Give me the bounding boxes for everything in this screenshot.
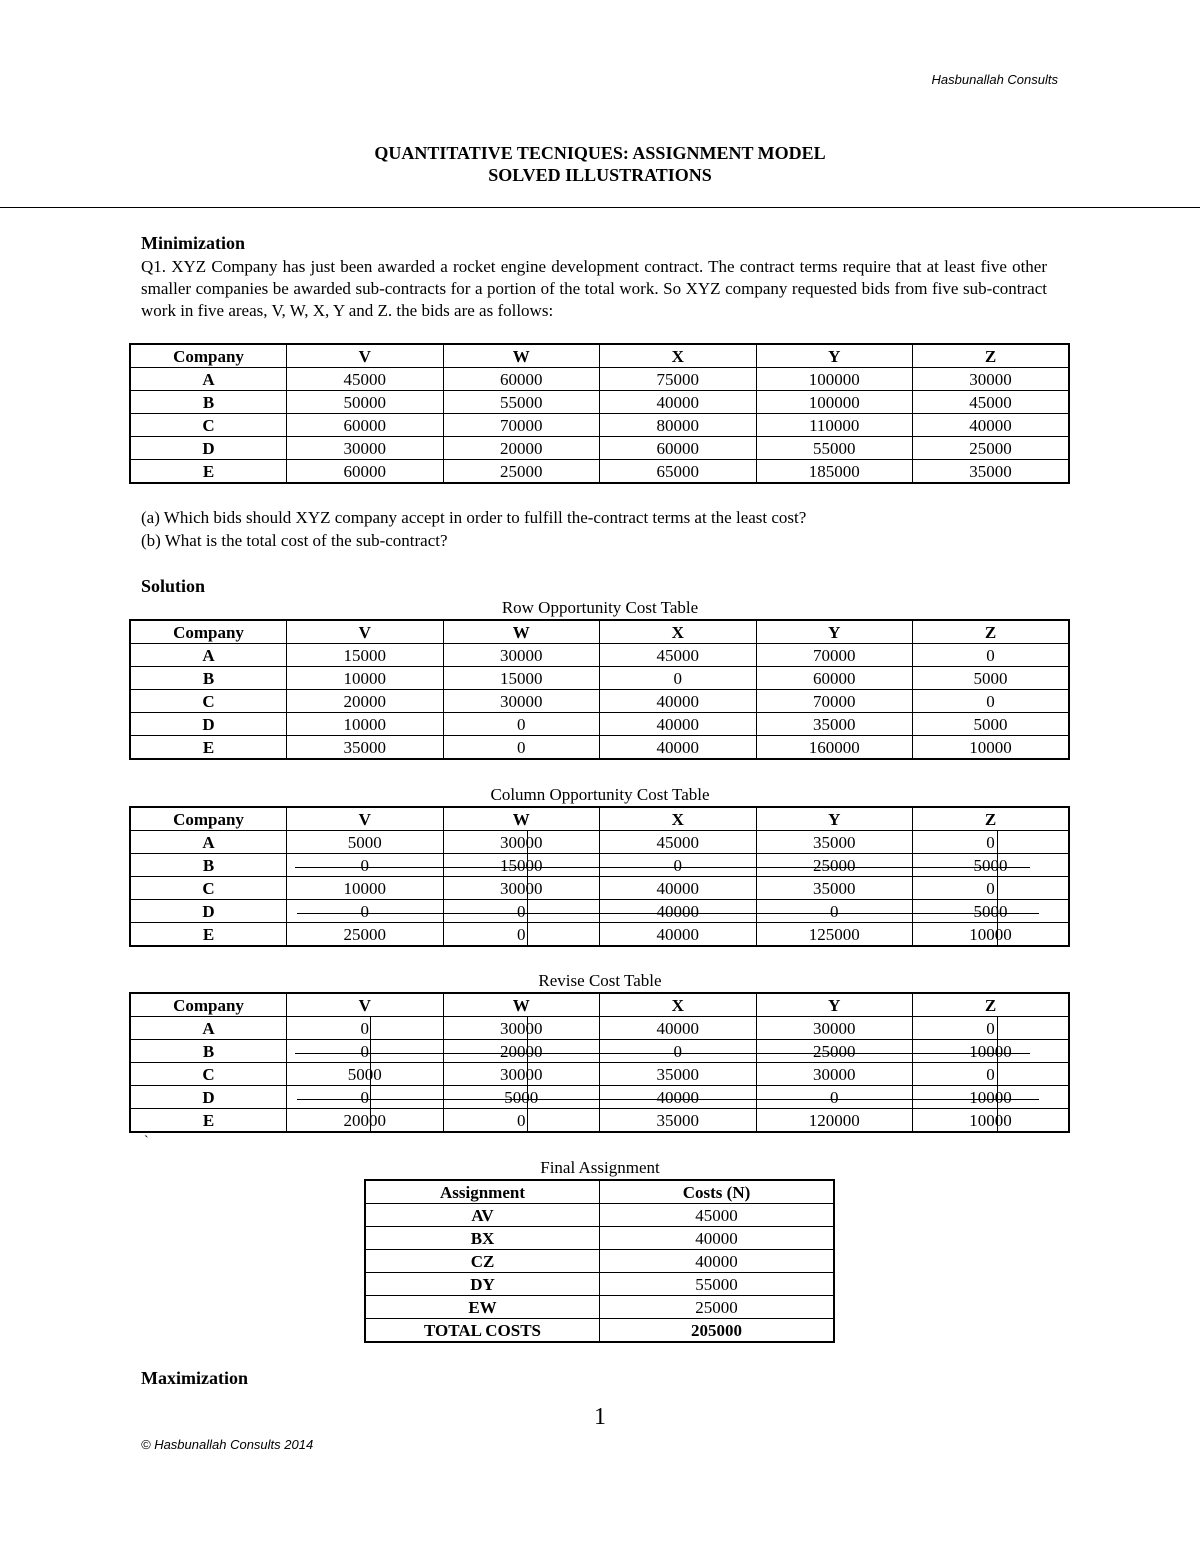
table-cell: 5000: [443, 1086, 600, 1109]
cover-line-row-b: [295, 867, 1030, 868]
table-cell: 25000: [287, 923, 444, 947]
table-cell: 45000: [600, 644, 757, 667]
table-cell: 20000: [287, 1109, 444, 1133]
table-row: [130, 736, 1069, 760]
table-cell: 20000: [287, 690, 444, 713]
table-cell: 45000: [600, 831, 757, 854]
question-1-text: Q1. XYZ Company has just been awarded a rocket engine development contract. The contract terms require that at least five other smaller companies be awarded sub-contracts for a portion of the total work. So XYZ company requested bids from five sub-contract work in five areas, V, W, X, Y and Z. the bids are as follows:: [141, 257, 1047, 320]
table-cell: 15000: [443, 667, 600, 690]
table-cell: 55000: [756, 437, 913, 460]
table-cell: 0: [443, 1109, 600, 1133]
document-title-line2: SOLVED ILLUSTRATIONS: [488, 165, 712, 185]
table-row: [130, 1017, 1069, 1040]
total-value: 205000: [600, 1319, 835, 1343]
total-row: [365, 1319, 834, 1343]
row-label: C: [130, 877, 287, 900]
table-row: [130, 1040, 1069, 1063]
table-cell: 40000: [600, 713, 757, 736]
row-label: EW: [365, 1296, 600, 1319]
table-cell: 40000: [600, 923, 757, 947]
column-header: Y: [756, 807, 913, 831]
table-cell: 40000: [600, 736, 757, 760]
table-row: [130, 690, 1069, 713]
maximization-heading: Maximization: [141, 1368, 248, 1388]
table-cell: 30000: [443, 644, 600, 667]
table-header-row: [130, 993, 1069, 1017]
column-opportunity-caption: Column Opportunity Cost Table: [490, 785, 710, 804]
cover-line-col-z: [997, 830, 998, 945]
table-cell: 10000: [287, 877, 444, 900]
table-cell: 45000: [913, 391, 1070, 414]
column-header: W: [443, 993, 600, 1017]
column-header: Assignment: [365, 1180, 600, 1204]
table-cell: 35000: [600, 1063, 757, 1086]
row-label: DY: [365, 1273, 600, 1296]
row-label: A: [130, 368, 287, 391]
table-cell: 35000: [756, 831, 913, 854]
title-divider: [0, 207, 1200, 208]
row-label: C: [130, 1063, 287, 1086]
table-cell: 30000: [443, 831, 600, 854]
table-cell: 10000: [913, 923, 1070, 947]
column-header: W: [443, 620, 600, 644]
table-cell: 35000: [913, 460, 1070, 484]
table-cell: 0: [913, 690, 1070, 713]
table-cell: 70000: [756, 644, 913, 667]
table-cell: 0: [913, 877, 1070, 900]
column-header: W: [443, 807, 600, 831]
table-cell: 60000: [287, 460, 444, 484]
table-cell: 0: [600, 854, 757, 877]
running-header: Hasbunallah Consults: [931, 72, 1058, 87]
table-cell: 40000: [600, 1017, 757, 1040]
row-label: E: [130, 736, 287, 760]
column-header: Y: [756, 993, 913, 1017]
table-cell: 30000: [287, 437, 444, 460]
table-cell: 100000: [756, 368, 913, 391]
table-cell: 10000: [913, 1109, 1070, 1133]
column-header: V: [287, 807, 444, 831]
table-cell: 60000: [600, 437, 757, 460]
question-a: (a) Which bids should XYZ company accept in order to fulfill the-contract terms at the least cost?: [141, 508, 807, 527]
column-header: V: [287, 344, 444, 368]
table-cell: 0: [913, 1063, 1070, 1086]
table-cell: 5000: [287, 1063, 444, 1086]
table-cell: 50000: [287, 391, 444, 414]
column-header: Z: [913, 344, 1070, 368]
table-row: [130, 1109, 1069, 1133]
table-cell: 40000: [600, 391, 757, 414]
table-cell: 40000: [913, 414, 1070, 437]
row-label: A: [130, 1017, 287, 1040]
row-label: D: [130, 1086, 287, 1109]
table-cell: 100000: [756, 391, 913, 414]
column-header: Y: [756, 344, 913, 368]
question-b: (b) What is the total cost of the sub-contract?: [141, 531, 448, 550]
table-cell: 10000: [913, 1040, 1070, 1063]
table-cell: 0: [443, 900, 600, 923]
table-row: [130, 854, 1069, 877]
column-header: Company: [130, 620, 287, 644]
row-label: A: [130, 644, 287, 667]
page-number: 1: [594, 1404, 606, 1430]
table-cell: 0: [913, 1017, 1070, 1040]
table-row: [130, 1063, 1069, 1086]
column-header: Company: [130, 993, 287, 1017]
bids-table: [129, 343, 1070, 484]
table-cell: 75000: [600, 368, 757, 391]
row-label: E: [130, 923, 287, 947]
table-cell: 10000: [913, 736, 1070, 760]
table-row: [130, 460, 1069, 484]
table-cell: 35000: [600, 1109, 757, 1133]
table-row: [365, 1273, 834, 1296]
table-cell: 5000: [913, 667, 1070, 690]
table-cell: 110000: [756, 414, 913, 437]
row-label: B: [130, 667, 287, 690]
table-header-row: [130, 620, 1069, 644]
table-cell: 25000: [913, 437, 1070, 460]
table-row: [130, 667, 1069, 690]
table-cell: 30000: [443, 1017, 600, 1040]
final-assignment-caption: Final Assignment: [540, 1158, 660, 1177]
table-cell: 120000: [756, 1109, 913, 1133]
table-cell: 0: [287, 900, 444, 923]
cover-line-col-w-revise: [527, 1016, 528, 1131]
table-cell: 30000: [913, 368, 1070, 391]
table-cell: 30000: [443, 690, 600, 713]
row-label: C: [130, 414, 287, 437]
table-cell: 55000: [443, 391, 600, 414]
table-cell: 0: [287, 854, 444, 877]
column-header: X: [600, 620, 757, 644]
table-cell: 25000: [756, 1040, 913, 1063]
table-cell: 0: [443, 923, 600, 947]
cover-line-col-w: [527, 830, 528, 945]
table-cell: 60000: [287, 414, 444, 437]
table-cell: 40000: [600, 690, 757, 713]
column-header: V: [287, 620, 444, 644]
table-row: [130, 414, 1069, 437]
table-cell: 5000: [913, 900, 1070, 923]
table-cell: 5000: [913, 713, 1070, 736]
cover-line-col-v-revise: [370, 1016, 371, 1131]
table-cell: 10000: [913, 1086, 1070, 1109]
table-cell: 40000: [600, 1086, 757, 1109]
row-label: B: [130, 1040, 287, 1063]
table-cell: 80000: [600, 414, 757, 437]
column-header: X: [600, 807, 757, 831]
table-cell: 0: [600, 667, 757, 690]
table-cell: 0: [287, 1086, 444, 1109]
table-row: [130, 900, 1069, 923]
copyright-footer: © Hasbunallah Consults 2014: [141, 1437, 314, 1452]
table-cell: 60000: [443, 368, 600, 391]
column-header: Company: [130, 344, 287, 368]
row-label: E: [130, 1109, 287, 1133]
table-row: [130, 368, 1069, 391]
table-cell: 0: [756, 900, 913, 923]
table-cell: 20000: [443, 1040, 600, 1063]
table-cell: 45000: [287, 368, 444, 391]
column-header: Company: [130, 807, 287, 831]
table-cell: 185000: [756, 460, 913, 484]
table-cell: 0: [287, 1017, 444, 1040]
table-cell: 55000: [600, 1273, 835, 1296]
column-header: Z: [913, 807, 1070, 831]
column-header: V: [287, 993, 444, 1017]
table-cell: 35000: [287, 736, 444, 760]
table-cell: 125000: [756, 923, 913, 947]
final-assignment-table: [364, 1179, 835, 1343]
table-row: [365, 1296, 834, 1319]
row-label: B: [130, 854, 287, 877]
minimization-heading: Minimization: [141, 233, 245, 253]
table-cell: 40000: [600, 877, 757, 900]
stray-tick-mark: `: [144, 1134, 149, 1149]
row-opportunity-table: [129, 619, 1070, 760]
row-label: BX: [365, 1227, 600, 1250]
column-header: X: [600, 993, 757, 1017]
table-cell: 15000: [287, 644, 444, 667]
total-label: TOTAL COSTS: [365, 1319, 600, 1343]
table-cell: 0: [913, 831, 1070, 854]
table-cell: 25000: [443, 460, 600, 484]
table-cell: 20000: [443, 437, 600, 460]
table-cell: 15000: [443, 854, 600, 877]
column-header: Costs (N): [600, 1180, 835, 1204]
column-header: Y: [756, 620, 913, 644]
table-row: [130, 831, 1069, 854]
table-row: [365, 1204, 834, 1227]
table-cell: 30000: [756, 1063, 913, 1086]
table-row: [130, 1086, 1069, 1109]
table-cell: 65000: [600, 460, 757, 484]
table-cell: 5000: [287, 831, 444, 854]
table-cell: 0: [913, 644, 1070, 667]
row-label: AV: [365, 1204, 600, 1227]
revise-cost-table: [129, 992, 1070, 1133]
table-cell: 40000: [600, 1227, 835, 1250]
column-header: Z: [913, 620, 1070, 644]
table-header-row: [130, 807, 1069, 831]
row-label: B: [130, 391, 287, 414]
table-cell: 0: [287, 1040, 444, 1063]
table-cell: 0: [600, 1040, 757, 1063]
table-row: [130, 713, 1069, 736]
table-row: [130, 391, 1069, 414]
table-cell: 40000: [600, 900, 757, 923]
table-cell: 0: [443, 736, 600, 760]
table-row: [365, 1250, 834, 1273]
table-cell: 0: [443, 713, 600, 736]
cover-line-row-b-revise: [295, 1053, 1030, 1054]
table-cell: 60000: [756, 667, 913, 690]
table-row: [130, 923, 1069, 947]
column-header: X: [600, 344, 757, 368]
table-cell: 70000: [443, 414, 600, 437]
table-row: [365, 1227, 834, 1250]
cover-line-col-z-revise: [997, 1016, 998, 1131]
column-header: Z: [913, 993, 1070, 1017]
table-cell: 25000: [600, 1296, 835, 1319]
table-cell: 25000: [756, 854, 913, 877]
table-cell: 0: [756, 1086, 913, 1109]
table-cell: 70000: [756, 690, 913, 713]
table-cell: 40000: [600, 1250, 835, 1273]
table-cell: 35000: [756, 713, 913, 736]
row-label: D: [130, 900, 287, 923]
row-label: E: [130, 460, 287, 484]
cover-line-row-d: [297, 913, 1039, 914]
revise-cost-caption: Revise Cost Table: [538, 971, 662, 990]
table-cell: 35000: [756, 877, 913, 900]
table-cell: 10000: [287, 713, 444, 736]
table-cell: 160000: [756, 736, 913, 760]
table-cell: 30000: [756, 1017, 913, 1040]
row-label: D: [130, 437, 287, 460]
row-label: CZ: [365, 1250, 600, 1273]
column-header: W: [443, 344, 600, 368]
table-row: [130, 644, 1069, 667]
table-row: [130, 877, 1069, 900]
table-cell: 30000: [443, 1063, 600, 1086]
row-label: A: [130, 831, 287, 854]
document-title-line1: QUANTITATIVE TECNIQUES: ASSIGNMENT MODEL: [374, 143, 826, 163]
table-cell: 45000: [600, 1204, 835, 1227]
row-label: D: [130, 713, 287, 736]
table-cell: 10000: [287, 667, 444, 690]
table-cell: 5000: [913, 854, 1070, 877]
row-opportunity-caption: Row Opportunity Cost Table: [501, 598, 699, 617]
table-header-row: [365, 1180, 834, 1204]
solution-heading: Solution: [141, 576, 206, 596]
table-header-row: [130, 344, 1069, 368]
table-row: [130, 437, 1069, 460]
cover-line-row-d-revise: [297, 1099, 1039, 1100]
row-label: C: [130, 690, 287, 713]
table-cell: 30000: [443, 877, 600, 900]
column-opportunity-table: [129, 806, 1070, 947]
